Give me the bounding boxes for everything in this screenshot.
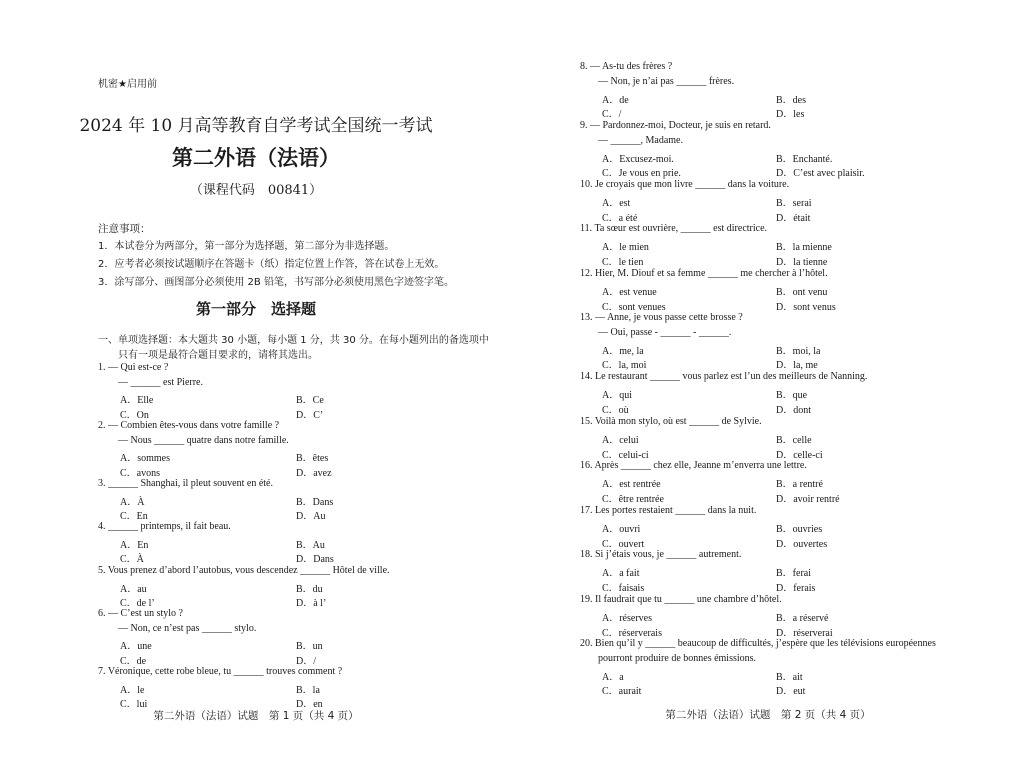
question-stem: 11. Ta sœur est ouvrière, ______ est directrice. (580, 223, 768, 234)
answer-option: D．sont venus (776, 301, 836, 313)
answer-option: D．la tienne (776, 256, 828, 268)
answer-option: C．sont venues (602, 301, 666, 313)
answer-option: B．ferai (776, 567, 811, 579)
answer-option: A．En (120, 539, 149, 551)
answer-option: D．ouvertes (776, 538, 828, 550)
answer-option: B．a rentré (776, 478, 823, 490)
question-stem: 1. — Qui est-ce ? (98, 362, 169, 373)
answer-option: B．la mienne (776, 241, 832, 253)
answer-option: A．est venue (602, 286, 657, 298)
answer-option: C．celui-ci (602, 449, 649, 461)
question-line: — ______, Madame. (598, 134, 683, 146)
notice-item: 2．应考者必须按试题顺序在答题卡（纸）指定位置上作答，答在试卷上无效。 (98, 259, 445, 270)
answer-option: D．réserverai (776, 627, 833, 639)
answer-option: C．lui (120, 699, 148, 710)
answer-option: D．C’est avec plaisir. (776, 168, 865, 180)
question-stem: 3. ______ Shanghai, il pleut souvent en été. (98, 478, 273, 489)
question-stem: 19. Il faudrait que tu ______ une chambre d’hôtel. (580, 594, 782, 605)
question-stem: 12. Hier, M. Diouf et sa femme ______ me chercher à l’hôtel. (580, 268, 828, 279)
answer-option: A．le (120, 684, 145, 696)
question-stem: 6. — C’est un stylo ? (98, 608, 183, 619)
answer-option: C．réserverais (602, 627, 662, 639)
question-stem: 16. Après ______ chez elle, Jeanne m’enverra une lettre. (580, 460, 807, 471)
answer-option: C．être rentrée (602, 493, 664, 505)
answer-option: D．Dans (296, 554, 334, 565)
question-line: pourront produire de bonnes émissions. (598, 652, 757, 664)
exam-page-2 (512, 0, 1024, 780)
question-stem: 20. Bien qu’il y ______ beaucoup de difficultés, j’espère que les télévisions européennes (580, 638, 936, 649)
answer-option: C．la, moi (602, 360, 647, 372)
answer-option: D．en (296, 699, 323, 710)
answer-option: B．serai (776, 197, 812, 209)
question-stem: 14. Le restaurant ______ vous parlez est l’un des meilleurs de Nanning. (580, 371, 868, 382)
answer-option: A．le mien (602, 241, 649, 253)
answer-option: D．eut (776, 686, 806, 698)
answer-option: A．une (120, 641, 152, 652)
answer-option: A．a (602, 671, 624, 683)
answer-option: D．était (776, 212, 811, 224)
question-stem: 5. Vous prenez d’abord l’autobus, vous descendez ______ Hôtel de ville. (98, 565, 390, 576)
answer-option: D．avez (296, 467, 332, 479)
answer-option: D．C’ (296, 409, 324, 421)
answer-option: C．Je vous en prie. (602, 168, 681, 180)
answer-option: A．qui (602, 389, 632, 401)
answer-option: D．avoir rentré (776, 493, 840, 505)
subject-title: 第二外语（法语） (172, 145, 340, 170)
section-instruction: 只有一项是最符合题目要求的，请将其选出。 (118, 350, 318, 361)
question-line: — Non, ce n’est pas ______ stylo. (118, 622, 257, 634)
answer-option: A．réserves (602, 612, 652, 624)
answer-option: D．Au (296, 511, 326, 522)
answer-option: C．de (120, 655, 147, 667)
answer-option: B．un (296, 641, 323, 652)
answer-option: B．ont venu (776, 286, 828, 298)
section-instruction: 一、单项选择题：本大题共 30 小题，每小题 1 分，共 30 分。在每小题列出的备选项中 (98, 335, 489, 346)
question-stem: 15. Voilà mon stylo, où est ______ de Sylvie. (580, 416, 762, 427)
page-footer: 第二外语（法语）试题 第 2 页（共 4 页） (665, 709, 871, 721)
answer-option: C．de l’ (120, 598, 155, 609)
question-stem: 7. Véronique, cette robe bleue, tu ______ trouves comment ? (98, 666, 343, 677)
question-stem: 13. — Anne, je vous passe cette brosse ? (580, 312, 743, 323)
page-footer: 第二外语（法语）试题 第 1 页（共 4 页） (153, 710, 359, 722)
answer-option: A．celui (602, 434, 639, 446)
notice-item: 3．涂写部分、画图部分必须使用 2B 铅笔，书写部分必须使用黑色字迹签字笔。 (98, 277, 454, 288)
question-stem: 8. — As-tu des frères ? (580, 61, 673, 72)
answer-option: A．sommes (120, 453, 170, 464)
question-stem: 2. — Combien êtes-vous dans votre famille ? (98, 420, 280, 431)
answer-option: D．à l’ (296, 598, 327, 609)
answer-option: C．aurait (602, 686, 642, 698)
question-line: — Oui, passe - ______ - ______. (598, 326, 732, 338)
course-code: （课程代码 00841） (189, 183, 323, 198)
notice-item: 1．本试卷分为两部分，第一部分为选择题，第二部分为非选择题。 (98, 241, 395, 252)
answer-option: A．de (602, 94, 629, 106)
question-stem: 18. Si j’étais vous, je ______ autrement. (580, 549, 742, 560)
answer-option: C．ouvert (602, 538, 645, 550)
answer-option: C．/ (602, 109, 622, 121)
answer-option: C．À (120, 554, 144, 565)
answer-option: B．a réservé (776, 612, 829, 624)
answer-option: A．ouvri (602, 523, 641, 535)
answer-option: B．êtes (296, 453, 329, 464)
question-line: — Nous ______ quatre dans notre famille. (118, 434, 289, 446)
answer-option: C．le tien (602, 256, 644, 268)
answer-option: C．avons (120, 467, 160, 479)
answer-option: B．que (776, 389, 808, 401)
answer-option: A．est rentrée (602, 478, 661, 490)
notice-heading: 注意事项： (98, 223, 151, 235)
question-line: — ______ est Pierre. (118, 376, 203, 388)
confidential-mark: 机密★启用前 (98, 79, 157, 90)
answer-option: B．moi, la (776, 345, 821, 357)
answer-option: D．la, me (776, 360, 818, 372)
answer-option: A．a fait (602, 567, 640, 579)
answer-option: D．dont (776, 404, 811, 416)
exam-title: 2024 年 10 月高等教育自学考试全国统一考试 (79, 116, 433, 136)
answer-option: C．a été (602, 212, 638, 224)
answer-option: D．celle-ci (776, 449, 823, 461)
answer-option: B．Dans (296, 496, 334, 508)
answer-option: A．Excusez-moi. (602, 153, 674, 165)
answer-option: A．Elle (120, 395, 154, 406)
question-line: — Non, je n’ai pas ______ frères. (598, 75, 735, 87)
answer-option: B．ait (776, 671, 803, 683)
answer-option: A．me, la (602, 345, 644, 357)
answer-option: C．En (120, 511, 148, 522)
part-title: 第一部分 选择题 (195, 300, 316, 318)
answer-option: B．des (776, 94, 806, 106)
answer-option: B．celle (776, 434, 812, 446)
answer-option: D．ferais (776, 582, 816, 594)
answer-option: C．faisais (602, 582, 645, 594)
answer-option: A．À (120, 496, 145, 508)
answer-option: B．Au (296, 539, 325, 551)
answer-option: A．est (602, 197, 631, 209)
answer-option: B．la (296, 684, 320, 696)
answer-option: C．On (120, 409, 149, 421)
question-stem: 9. — Pardonnez-moi, Docteur, je suis en retard. (580, 120, 771, 131)
answer-option: A．au (120, 583, 147, 595)
question-stem: 4. ______ printemps, il fait beau. (98, 521, 231, 532)
answer-option: D．/ (296, 655, 316, 667)
question-stem: 17. Les portes restaient ______ dans la nuit. (580, 505, 757, 516)
answer-option: B．Ce (296, 395, 324, 406)
answer-option: B．Enchanté. (776, 153, 833, 165)
answer-option: C．où (602, 404, 629, 416)
answer-option: B．du (296, 583, 323, 595)
question-stem: 10. Je croyais que mon livre ______ dans la voiture. (580, 179, 790, 190)
answer-option: B．ouvries (776, 523, 823, 535)
answer-option: D．les (776, 109, 805, 121)
